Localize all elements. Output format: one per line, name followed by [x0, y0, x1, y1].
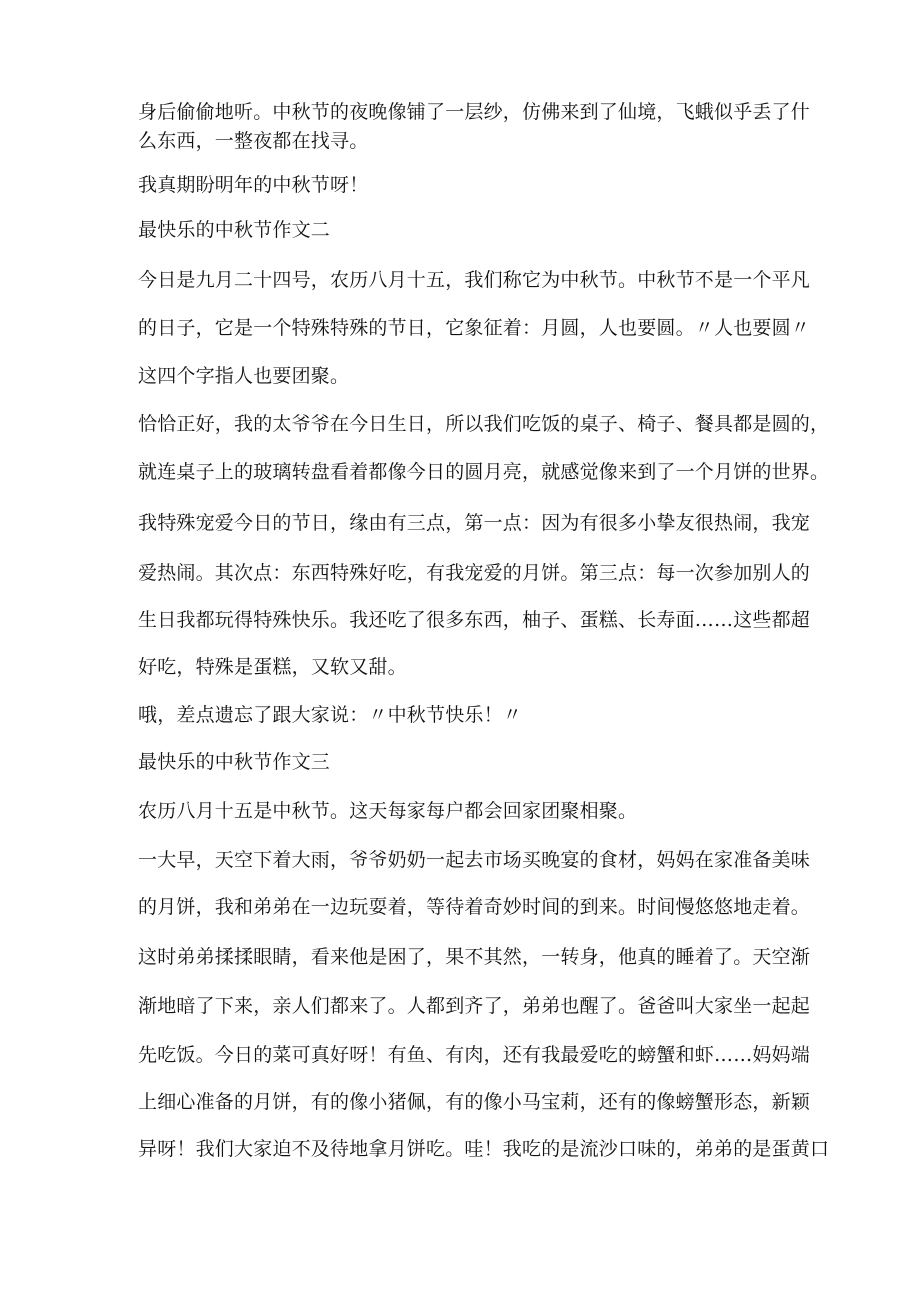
text-line: 我特殊宠爱今日的节日，缘由有三点，第一点：因为有很多小挚友很热闹，我宠	[138, 512, 811, 534]
text-line: 的日子，它是一个特殊特殊的节日，它象征着：月圆，人也要圆。〃人也要圆〃	[138, 317, 811, 339]
text-line: 我真期盼明年的中秋节呀！	[138, 174, 369, 196]
text-line: 的月饼，我和弟弟在一边玩耍着，等待着奇妙时间的到来。时间慢悠悠地走着。	[138, 896, 811, 918]
text-line: 异呀！我们大家迫不及待地拿月饼吃。哇！我吃的是流沙口味的，弟弟的是蛋黄口	[138, 1138, 830, 1160]
text-line: 生日我都玩得特殊快乐。我还吃了很多东西，柚子、蛋糕、长寿面……这些都超	[138, 609, 811, 631]
text-line: 么东西，一整夜都在找寻。	[138, 130, 369, 152]
text-line: 上细心准备的月饼，有的像小猪佩，有的像小马宝莉，还有的像螃蟹形态，新颖	[138, 1091, 811, 1113]
text-line: 就连桌子上的玻璃转盘看着都像今日的圆月亮，就感觉像来到了一个月饼的世界。	[138, 461, 830, 483]
text-line: 先吃饭。今日的菜可真好呀！有鱼、有肉，还有我最爱吃的螃蟹和虾……妈妈端	[138, 1044, 811, 1066]
text-line: 今日是九月二十四号，农历八月十五，我们称它为中秋节。中秋节不是一个平凡	[138, 269, 811, 291]
section-heading: 最快乐的中秋节作文二	[138, 219, 331, 241]
text-line: 好吃，特殊是蛋糕，又软又甜。	[138, 656, 407, 678]
text-line: 这四个字指人也要团聚。	[138, 365, 350, 387]
text-line: 渐地暗了下来，亲人们都来了。人都到齐了，弟弟也醒了。爸爸叫大家坐一起起	[138, 995, 811, 1017]
section-heading: 最快乐的中秋节作文三	[138, 751, 331, 773]
text-line: 这时弟弟揉揉眼睛，看来他是困了，果不其然，一转身，他真的睡着了。天空渐	[138, 946, 811, 968]
text-line: 哦，差点遗忘了跟大家说：〃中秋节快乐！〃	[138, 704, 523, 726]
text-line: 恰恰正好，我的太爷爷在今日生日，所以我们吃饭的桌子、椅子、餐具都是圆的，	[138, 413, 830, 435]
text-line: 一大早，天空下着大雨，爷爷奶奶一起去市场买晚宴的食材，妈妈在家准备美味	[138, 849, 811, 871]
text-line: 身后偷偷地听。中秋节的夜晚像铺了一层纱，仿佛来到了仙境，飞蛾似乎丢了什	[138, 101, 811, 123]
text-line: 农历八月十五是中秋节。这天每家每户都会回家团聚相聚。	[138, 800, 638, 822]
text-line: 爱热闹。其次点：东西特殊好吃，有我宠爱的月饼。第三点：每一次参加别人的	[138, 562, 811, 584]
